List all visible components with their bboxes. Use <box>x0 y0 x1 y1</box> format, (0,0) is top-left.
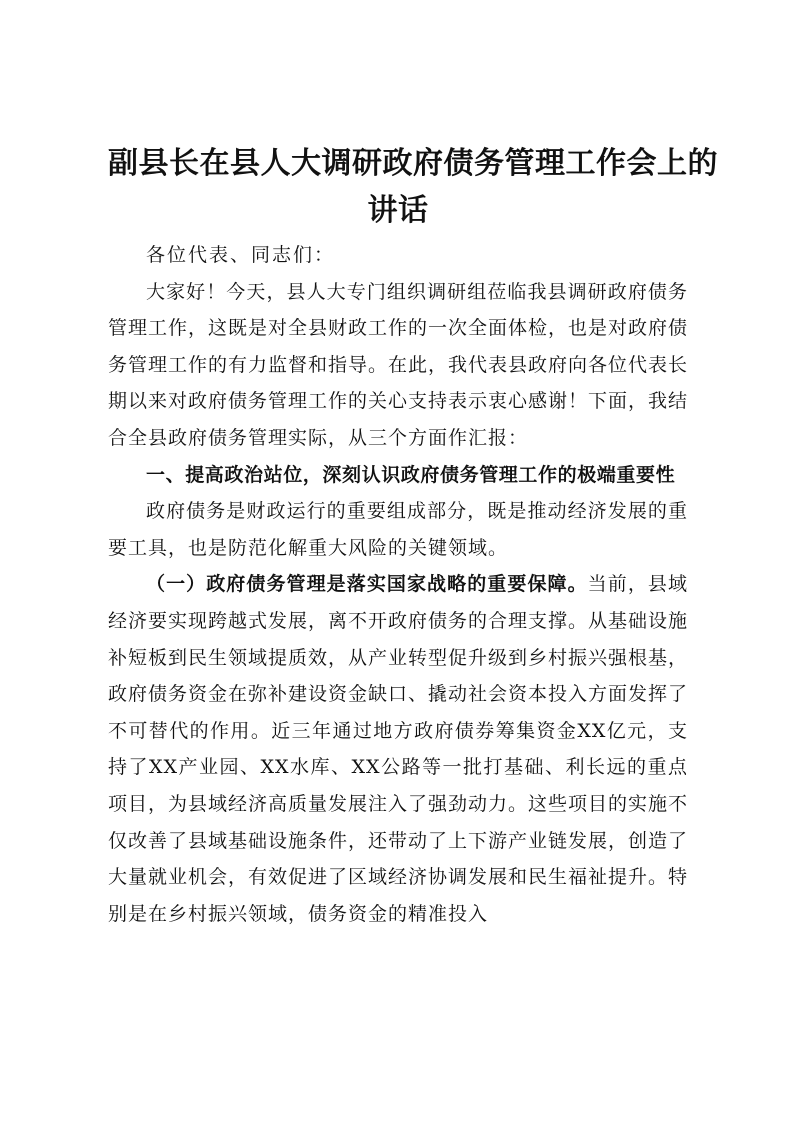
subsection-1-heading: （一）政府债务管理是落实国家战略的重要保障。 <box>146 573 588 596</box>
subsection-1-paragraph <box>108 566 688 932</box>
intro-paragraph: 大家好！今天，县人大专门组织调研组莅临我县调研政府债务管理工作，这既是对全县财政工作的一次全面体检，也是对政府债务管理工作的有力监督和指导。在此，我代表县政府向各位代表长期以来对政府债务管理工作的关心支持表示衷心感谢！下面，我结合全县政府债务管理实际，从三个方面作汇报： <box>108 280 689 449</box>
section-1-heading: 一、提高政治站位，深刻认识政府债务管理工作的极端重要性 <box>146 463 676 486</box>
section-1-intro: 政府债务是财政运行的重要组成部分，既是推动经济发展的重要工具，也是防范化解重大风险的关键领域。 <box>108 500 688 559</box>
title-line-2: 讲话 <box>367 193 429 228</box>
document-page <box>108 140 718 932</box>
salutation: 各位代表、同志们： <box>146 244 336 266</box>
subsection-1-body: 当前，县域经济要实现跨越式发展，离不开政府债务的合理支撑。从基础设施补短板到民生领域提质效，从产业转型促升级到乡村振兴强根基，政府债务资金在弥补建设资金缺口、撬动社会资本投入方面发挥了不可替代的作用。近三年通过地方政府债券筹集资金XX亿元，支持了XX产业园、XX水库、XX公路等一批打基础、利长远的重点项目，为县域经济高质量发展注入了强劲动力。这些项目的实施不仅改善了县域基础设施条件，还带动了上下游产业链发展，创造了大量就业机会，有效促进了区域经济协调发展和民生福祉提升。特别是在乡村振兴领域，债务资金的精准投入 <box>108 573 689 925</box>
document-title <box>108 140 718 234</box>
title-line-1: 副县长在县人大调研政府债务管理工作会上的 <box>108 146 718 181</box>
